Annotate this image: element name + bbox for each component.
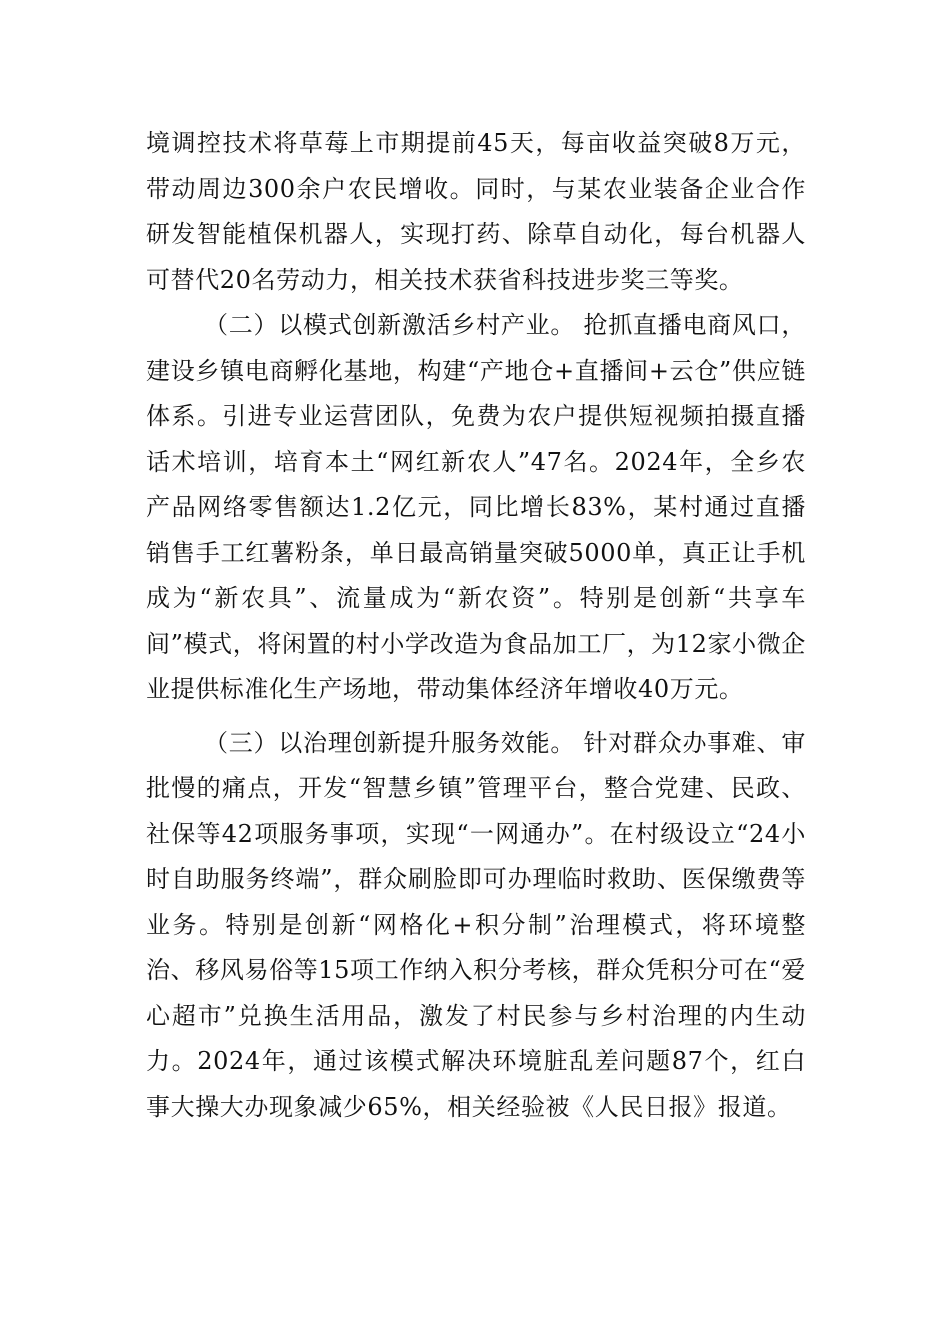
paragraph-3 [146, 721, 806, 1131]
paragraph-1-text: 境调控技术将草莓上市期提前45天，每亩收益突破8万元，带动周边300余户农民增收。同时，与某农业装备企业合作研发智能植保机器人，实现打药、除草自动化，每台机器人可替代20名劳动力，相关技术获省科技进步奖三等奖。 [146, 129, 806, 294]
paragraph-1 [146, 121, 806, 303]
paragraph-2-text: 抢抓直播电商风口，建设乡镇电商孵化基地，构建“产地仓+直播间+云仓”供应链体系。引进专业运营团队，免费为农户提供短视频拍摄直播话术培训，培育本土“网红新农人”47名。2024年，全乡农产品网络零售额达1.2亿元，同比增长83%，某村通过直播销售手工红薯粉条，单日最高销量突破5000单，真正让手机成为“新农具”、流量成为“新农资”。特别是创新“共享车间”模式，将闲置的村小学改造为食品加工厂，为12家小微企业提供标准化生产场地，带动集体经济年增收40万元。 [146, 311, 806, 703]
paragraph-2 [146, 303, 806, 713]
paragraph-2-heading: （二）以模式创新激活乡村产业。 [204, 311, 576, 339]
document-body [146, 121, 806, 1130]
paragraph-3-text: 针对群众办事难、审批慢的痛点，开发“智慧乡镇”管理平台，整合党建、民政、社保等42项服务事项，实现“一网通办”。在村级设立“24小时自助服务终端”，群众刷脸即可办理临时救助、医保缴费等业务。特别是创新“网格化+积分制”治理模式，将环境整治、移风易俗等15项工作纳入积分考核，群众凭积分可在“爱心超市”兑换生活用品，激发了村民参与乡村治理的内生动力。2024年，通过该模式解决环境脏乱差问题87个，红白事大操大办现象减少65%，相关经验被《人民日报》报道。 [146, 728, 806, 1121]
paragraph-3-heading: （三）以治理创新提升服务效能。 [204, 728, 576, 757]
